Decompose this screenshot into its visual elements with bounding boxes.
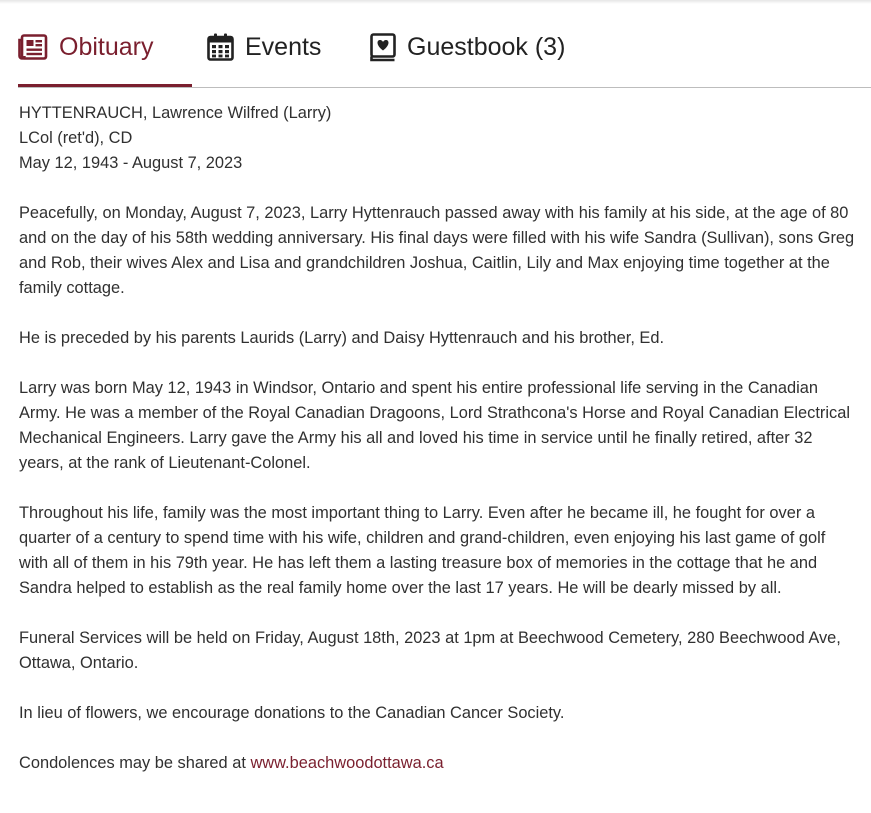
condolences-text: Condolences may be shared at bbox=[19, 754, 251, 772]
funeral-details: Funeral Services will be held on Friday, August 18th, 2023 at 1pm at Beechwood Cemetery, 280 Beechwood Ave, Ottawa, Ontario. bbox=[19, 629, 841, 672]
obituary-paragraph: He is preceded by his parents Laurids (Larry) and Daisy Hyttenrauch and his brother, Ed. bbox=[19, 329, 665, 347]
obituary-paragraph: Larry was born May 12, 1943 in Windsor, Ontario and spent his entire professional life serving in the Canadian Army. He was a member of the Royal Canadian Dragoons, Lord Strathcona's Horse and Royal Canadian Electrical Mechanical Engineers. Larry gave the Army his all and loved his time in service until he finally retired, after 32 years, at the rank of Lieutenant-Colonel. bbox=[19, 379, 850, 472]
condolences-link[interactable]: www.beachwoodottawa.ca bbox=[250, 754, 444, 772]
tab-guestbook[interactable] bbox=[370, 28, 565, 66]
calendar-icon bbox=[207, 33, 234, 61]
obituary-paragraph: Throughout his life, family was the most important thing to Larry. Even after he became ill, he fought for over a quarter of a century to spend time with his wife, children and grand-children, even enjoying his last game of golf with all of them in his 79th year. He has left them a lasting treasure box of memories in the cottage that he and Sandra helped to establish as the real family home over the last 17 years. He will be dearly missed by all. bbox=[19, 504, 826, 597]
donation-note: In lieu of flowers, we encourage donations to the Canadian Cancer Society. bbox=[19, 704, 565, 722]
condolences-line bbox=[19, 751, 859, 776]
tab-events-label: Events bbox=[245, 32, 322, 61]
tab-obituary[interactable] bbox=[18, 28, 153, 66]
deceased-name: HYTTENRAUCH, Lawrence Wilfred (Larry) bbox=[19, 104, 332, 122]
life-dates: May 12, 1943 - August 7, 2023 bbox=[19, 154, 243, 172]
newspaper-icon bbox=[18, 34, 48, 60]
tab-bar bbox=[18, 0, 871, 88]
deceased-rank: LCol (ret'd), CD bbox=[19, 129, 133, 147]
obituary-header bbox=[19, 101, 859, 176]
tab-events[interactable] bbox=[207, 28, 321, 66]
tab-guestbook-label: Guestbook (3) bbox=[407, 32, 566, 61]
active-tab-indicator bbox=[18, 84, 192, 87]
guestbook-heart-icon bbox=[370, 33, 396, 62]
obituary-paragraph: Peacefully, on Monday, August 7, 2023, Larry Hyttenrauch passed away with his family at his side, at the age of 80 and on the day of his 58th wedding anniversary. His final days were filled with his wife Sandra (Sullivan), sons Greg and Rob, their wives Alex and Lisa and grandchildren Joshua, Caitlin, Lily and Max enjoying time together at the family cottage. bbox=[19, 204, 855, 297]
obituary-content bbox=[19, 101, 859, 801]
tab-obituary-label: Obituary bbox=[59, 32, 154, 61]
